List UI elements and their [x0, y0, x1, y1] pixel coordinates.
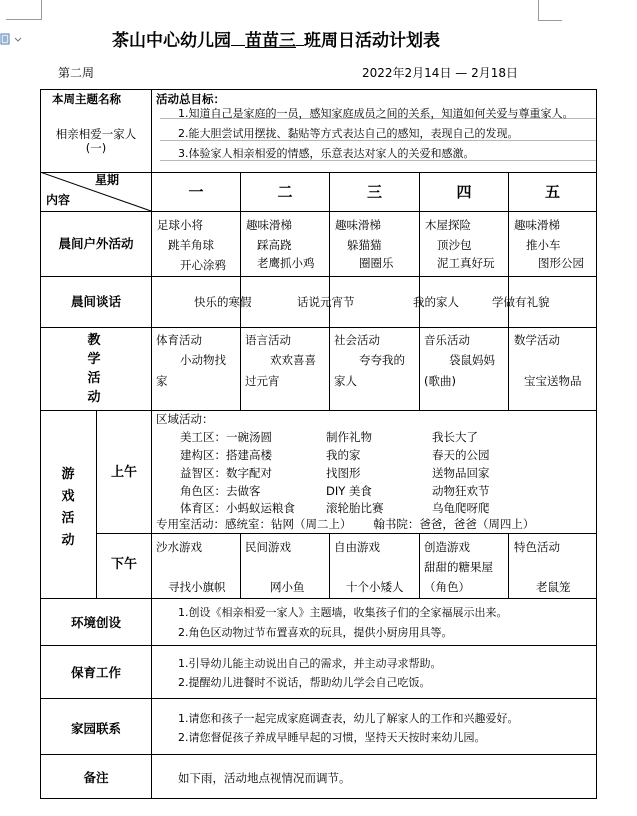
theme-name-line2: (一)	[85, 141, 107, 156]
home-label: 家园联系	[70, 721, 121, 736]
header-content-label: 内容	[46, 193, 71, 207]
talk-item: 快乐的寒假	[194, 295, 252, 309]
zone-item: 乌龟爬呀爬	[432, 501, 490, 515]
header-day-label: 星期	[95, 173, 120, 187]
zone-item: 我长大了	[432, 430, 478, 444]
notes-text: 如下雨，活动地点视情况而调节。	[178, 771, 351, 785]
care-item: 2.提醒幼儿进餐时不说话，帮助幼儿学会自己吃饭。	[178, 676, 431, 689]
talk-label: 晨间谈话	[70, 294, 121, 309]
crop-mark-top-right	[532, 0, 592, 22]
zone-item: 春天的公园	[432, 448, 490, 462]
goals-header: 活动总目标：	[156, 92, 225, 106]
outdoor-label: 晨间户外活动	[58, 236, 134, 251]
document-icon[interactable]	[0, 32, 22, 46]
zone-item: 滚轮胎比赛	[326, 501, 384, 515]
zone-item: 美工区：一碗汤圆	[180, 430, 272, 444]
zone-item: 建构区：搭建高楼	[180, 448, 272, 462]
games-morning-label: 上午	[110, 465, 137, 480]
talk-item: 我的家人	[413, 295, 459, 309]
goal-item: 2.能大胆尝试用摆拢、黏贴等方式表达自己的感知，表现自己的发现。	[178, 127, 519, 140]
environment-label: 环境创设	[70, 615, 121, 630]
day-tuesday: 二	[277, 183, 293, 201]
zone-item: DIY 美食	[326, 484, 372, 498]
zone-item: 角色区：去做客	[180, 484, 261, 498]
environment-item: 1.创设《相亲相爱一家人》主题墙，收集孩子们的全家福展示出来。	[178, 606, 508, 619]
title-suffix: 班周日活动计划表	[304, 31, 440, 51]
theme-header: 本周主题名称	[52, 92, 121, 106]
goal-item: 3.体验家人相亲相爱的情感，乐意表达对家人的关爱和感激。	[178, 147, 475, 160]
title-prefix: 茶山中心幼儿园	[112, 31, 231, 51]
day-friday: 五	[544, 183, 560, 201]
theme-name-line1: 相亲相爱一家人	[55, 127, 137, 141]
care-item: 1.引导幼儿能主动说出自己的需求，并主动寻求帮助。	[178, 657, 442, 670]
zone-item: 找图形	[326, 466, 361, 480]
teaching-label: 教 学 活 动	[87, 333, 101, 405]
class-name: 苗苗三	[245, 31, 296, 51]
day-monday: 一	[188, 183, 204, 201]
zone-item: 体育区：小蚂蚁运粮食	[180, 501, 295, 515]
day-thursday: 四	[456, 183, 472, 201]
talk-item: 话说元宵节	[297, 295, 355, 309]
zone-item: 动物狂欢节	[432, 484, 490, 498]
care-label: 保育工作	[70, 665, 121, 680]
home-item: 1.请您和孩子一起完成家庭调查表，幼儿了解家人的工作和兴趣爱好。	[178, 712, 519, 725]
home-item: 2.请您督促孩子养成早睡早起的习惯，坚持天天按时来幼儿园。	[178, 731, 486, 744]
zone-item: 制作礼物	[326, 430, 372, 444]
crop-mark-top-left	[0, 0, 58, 20]
talk-item: 学做有礼貌	[492, 295, 550, 309]
zone-item: 我的家	[326, 448, 361, 462]
notes-label: 备注	[83, 770, 109, 785]
page-title	[112, 31, 440, 51]
theme-name	[41, 127, 151, 156]
week-label: 第二周	[58, 66, 95, 80]
zone-item: 送物品回家	[432, 466, 490, 480]
zone-header: 区域活动：	[156, 412, 214, 426]
date-range: 2022年2月14日 — 2月18日	[362, 66, 518, 80]
goal-item: 1.知道自己是家庭的一员，感知家庭成员之间的关系，知道如何关爱与尊重家人。	[178, 107, 574, 120]
day-wednesday: 三	[366, 183, 382, 201]
games-afternoon-label: 下午	[110, 557, 137, 572]
zone-item: 益智区：数字配对	[180, 466, 272, 480]
games-label: 游 戏 活 动	[61, 467, 75, 548]
environment-item: 2.角色区动物过节布置喜欢的玩具，提供小厨房用具等。	[178, 626, 453, 639]
special-room-activity: 专用室活动：感统室：钻网（周二上） 翰书院：爸爸，爸爸（周四上）	[156, 517, 535, 531]
